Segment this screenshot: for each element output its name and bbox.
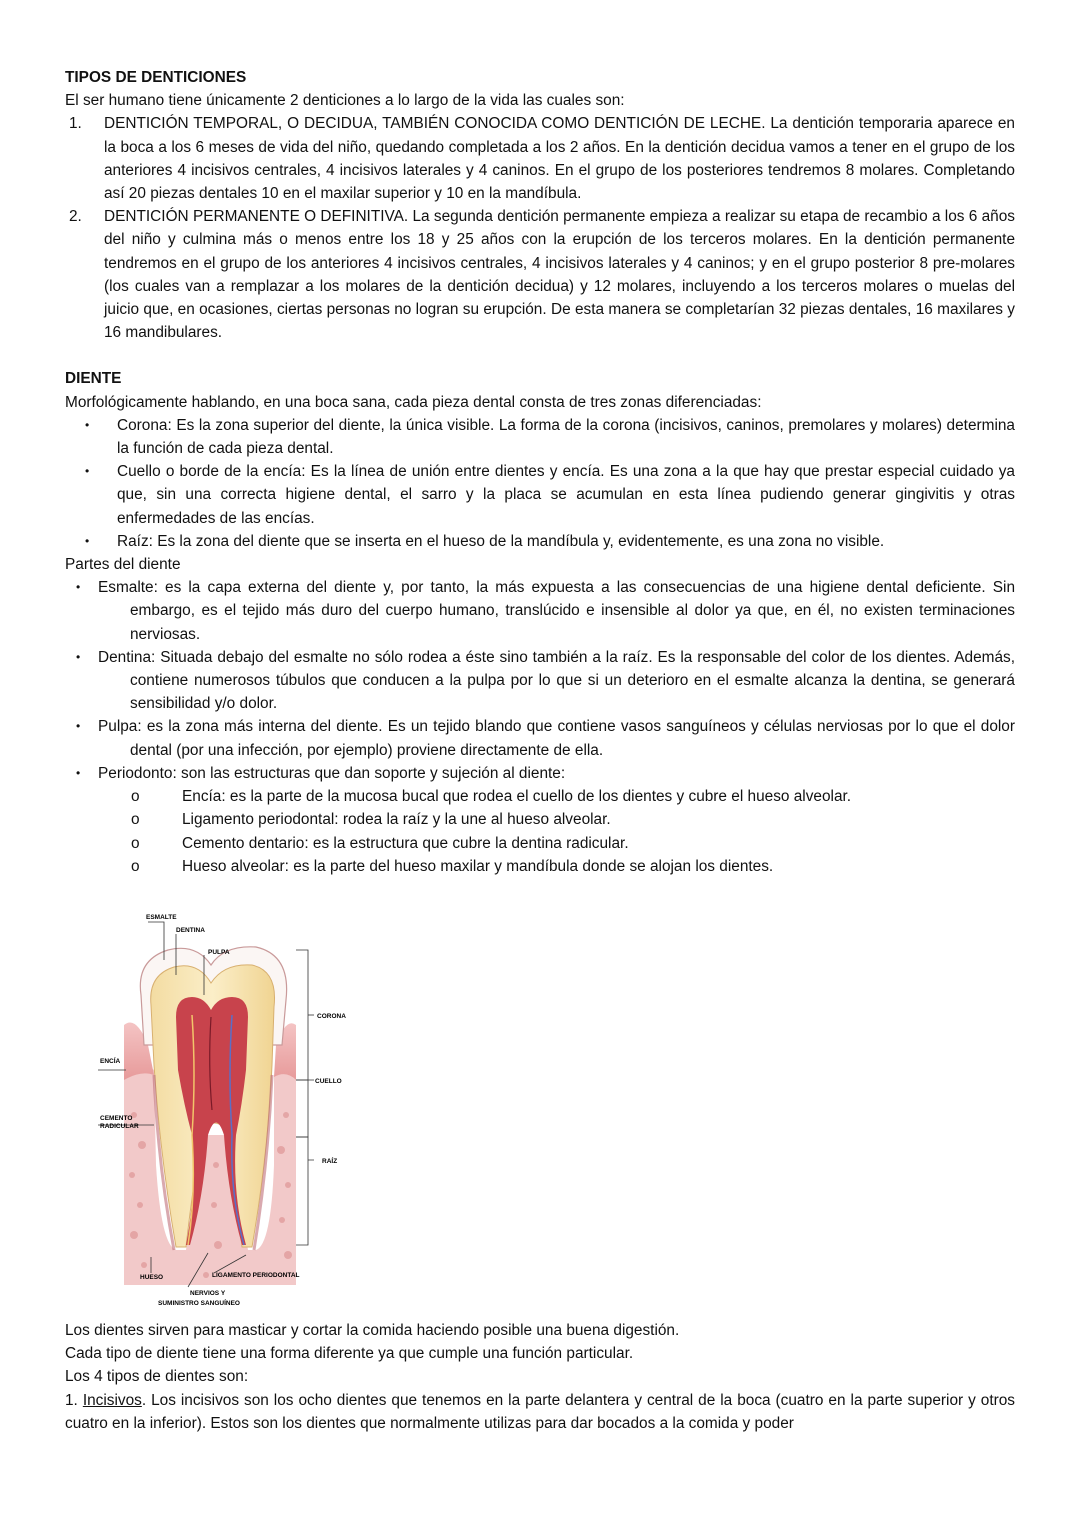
list-item <box>65 414 1015 460</box>
list-item <box>65 762 1015 785</box>
bullet-icon: • <box>85 533 90 548</box>
tipos-dientes-section <box>65 1319 1015 1435</box>
bullet-icon: • <box>76 765 81 780</box>
list-item-text: Cuello o borde de la encía: Es la línea de unión entre dientes y encía. Es una zona a la que hay que prestar especial cuidado ya que, sin una correcta higiene dental, el sarro y la placa se acumulan en esta línea pudiendo generar gingivitis y otras enfermedades de las encías. <box>117 463 1015 527</box>
document-page <box>65 66 1015 878</box>
label-dentina: DENTINA <box>176 927 205 934</box>
list-item-text: Raíz: Es la zona del diente que se inserta en el hueso de la mandíbula y, evidentemente, es una zona no visible. <box>117 532 885 550</box>
tooth-cross-section-illustration <box>96 905 351 1315</box>
bullet-icon: • <box>85 464 90 479</box>
sub-bullet-icon: o <box>131 834 140 852</box>
list-item-text: Dentina: Situada debajo del esmalte no sólo rodea a éste sino también a la raíz. Es la responsable del color de los dientes. Además, contiene numerosos túbulos que conducen a la pulpa por lo que si un deterioro en el esmalte alcanza la dentina, se generará sensibilidad y/o dolor. <box>98 648 1015 713</box>
bullet-icon: • <box>76 649 81 664</box>
sub-bullet-icon: o <box>131 788 140 806</box>
list-item <box>65 460 1015 530</box>
paragraph-line: Cada tipo de diente tiene una forma diferente ya que cumple una función particular. <box>65 1345 634 1363</box>
label-radicular: RADICULAR <box>100 1123 139 1130</box>
label-esmalte: ESMALTE <box>146 914 177 921</box>
sub-list-item <box>65 785 1015 808</box>
list-item <box>65 112 1015 205</box>
label-ligamento: LIGAMENTO PERIODONTAL <box>212 1272 300 1279</box>
list-item-text: Esmalte: es la capa externa del diente y, por tanto, la más expuesta a las consecuencias de una higiene dental deficiente. Sin embargo, es el tejido más duro del cuerpo humano, translúcido e insensible al dolor ya que, en él, no existen terminaciones nerviosas. <box>98 579 1015 643</box>
list-number: 1. <box>65 1391 78 1409</box>
label-suministro: SUMINISTRO SANGUÍNEO <box>158 1300 240 1307</box>
bullet-icon: • <box>76 719 81 734</box>
label-cuello: CUELLO <box>315 1078 342 1085</box>
section-title-diente: DIENTE <box>65 370 122 388</box>
paragraph-line: Los 4 tipos de dientes son: <box>65 1368 249 1386</box>
list-number: 2. <box>69 208 82 226</box>
bullet-icon: • <box>76 580 81 595</box>
diente-intro: Morfológicamente hablando, en una boca sana, cada pieza dental consta de tres zonas diferenciadas: <box>65 393 762 411</box>
sub-list-item-text: Cemento dentario: es la estructura que cubre la dentina radicular. <box>182 834 629 852</box>
list-number: 1. <box>69 115 82 133</box>
sub-bullet-icon: o <box>131 857 140 875</box>
label-raiz: RAÍZ <box>322 1158 338 1165</box>
sub-list-item-text: Hueso alveolar: es la parte del hueso maxilar y mandíbula donde se alojan los dientes. <box>182 857 774 875</box>
label-encia: ENCÍA <box>100 1058 121 1065</box>
list-item <box>65 205 1015 344</box>
sub-bullet-icon: o <box>131 811 140 829</box>
label-pulpa: PULPA <box>208 949 230 956</box>
sub-list-item <box>65 855 1015 878</box>
incisivos-text: . Los incisivos son los ocho dientes que tenemos en la parte delantera y central de la boca (cuatro en la parte superior y otros cuatro en la inferior). Estos son los dientes que normalmente utilizas para dar bocados a la comida y poder <box>65 1391 1015 1432</box>
sub-list-item <box>65 808 1015 831</box>
sub-list-item-text: Ligamento periodontal: rodea la raíz y la une al hueso alveolar. <box>182 811 611 829</box>
incisivos-term: Incisivos <box>82 1391 142 1409</box>
paragraph-line: Los dientes sirven para masticar y cortar la comida haciendo posible una buena digestión. <box>65 1322 680 1339</box>
list-item-text: DENTICIÓN TEMPORAL, O DECIDUA, TAMBIÉN CONOCIDA COMO DENTICIÓN DE LECHE. La dentición temporaria aparece en la boca a los 6 meses de vida del niño, quedando completada a los 2 años. En la dentición decidua vamos a tener en el grupo de los anteriores 4 incisivos centrales, 4 incisivos laterales y 4 caninos. En el grupo de los posteriores tendremos 8 molares. Completando así 20 piezas dentales 10 en el maxilar superior y 10 en la mandíbula. <box>104 115 1015 203</box>
bullet-icon: • <box>85 417 90 432</box>
list-item <box>65 576 1015 646</box>
list-item-text: Pulpa: es la zona más interna del diente. Es un tejido blando que contiene vasos sanguíneos y células nerviosas por lo que el dolor dental (por una infección, por ejemplo) proviene directamente de ella. <box>98 718 1015 759</box>
section-title-denticiones: TIPOS DE DENTICIONES <box>65 69 247 86</box>
denticiones-intro: El ser humano tiene únicamente 2 denticiones a lo largo de la vida las cuales son: <box>65 92 625 110</box>
sub-list-item-text: Encía: es la parte de la mucosa bucal que rodea el cuello de los dientes y cubre el hueso alveolar. <box>182 788 852 806</box>
partes-title: Partes del diente <box>65 556 181 574</box>
label-hueso: HUESO <box>140 1274 164 1281</box>
sub-list-item <box>65 832 1015 855</box>
label-corona: CORONA <box>317 1013 346 1020</box>
list-item-text: Corona: Es la zona superior del diente, la única visible. La forma de la corona (incisivos, caninos, premolares y molares) determina la función de cada pieza dental. <box>117 416 1015 458</box>
tooth-diagram <box>96 905 351 1315</box>
list-item-text: DENTICIÓN PERMANENTE O DEFINITIVA. La segunda dentición permanente empieza a realizar su etapa de recambio a los 6 años del niño y culmina más o menos entre los 18 y 25 años con la erupción de los terceros molares. En la dentición permanente tendremos en el grupo de los anteriores 4 incisivos centrales, 4 incisivos laterales y 4 caninos; y en el grupo posterior 8 pre-molares (los cuales van a remplazar a los molares de la dentición decidua) y 12 molares, incluyendo a los terceros molares o muelas del juicio que, en ocasiones, ciertas personas no logran su erupción. De esta manera se completarían 32 piezas dentales, 16 maxilares y 16 mandibulares. <box>104 208 1015 342</box>
label-cemento: CEMENTO <box>100 1115 133 1122</box>
label-nervios: NERVIOS Y <box>190 1290 226 1297</box>
list-item <box>65 715 1015 761</box>
list-item <box>65 646 1015 716</box>
incisivos-paragraph <box>65 1389 1015 1435</box>
list-item-text: Periodonto: son las estructuras que dan soporte y sujeción al diente: <box>98 764 566 782</box>
list-item <box>65 530 1015 553</box>
